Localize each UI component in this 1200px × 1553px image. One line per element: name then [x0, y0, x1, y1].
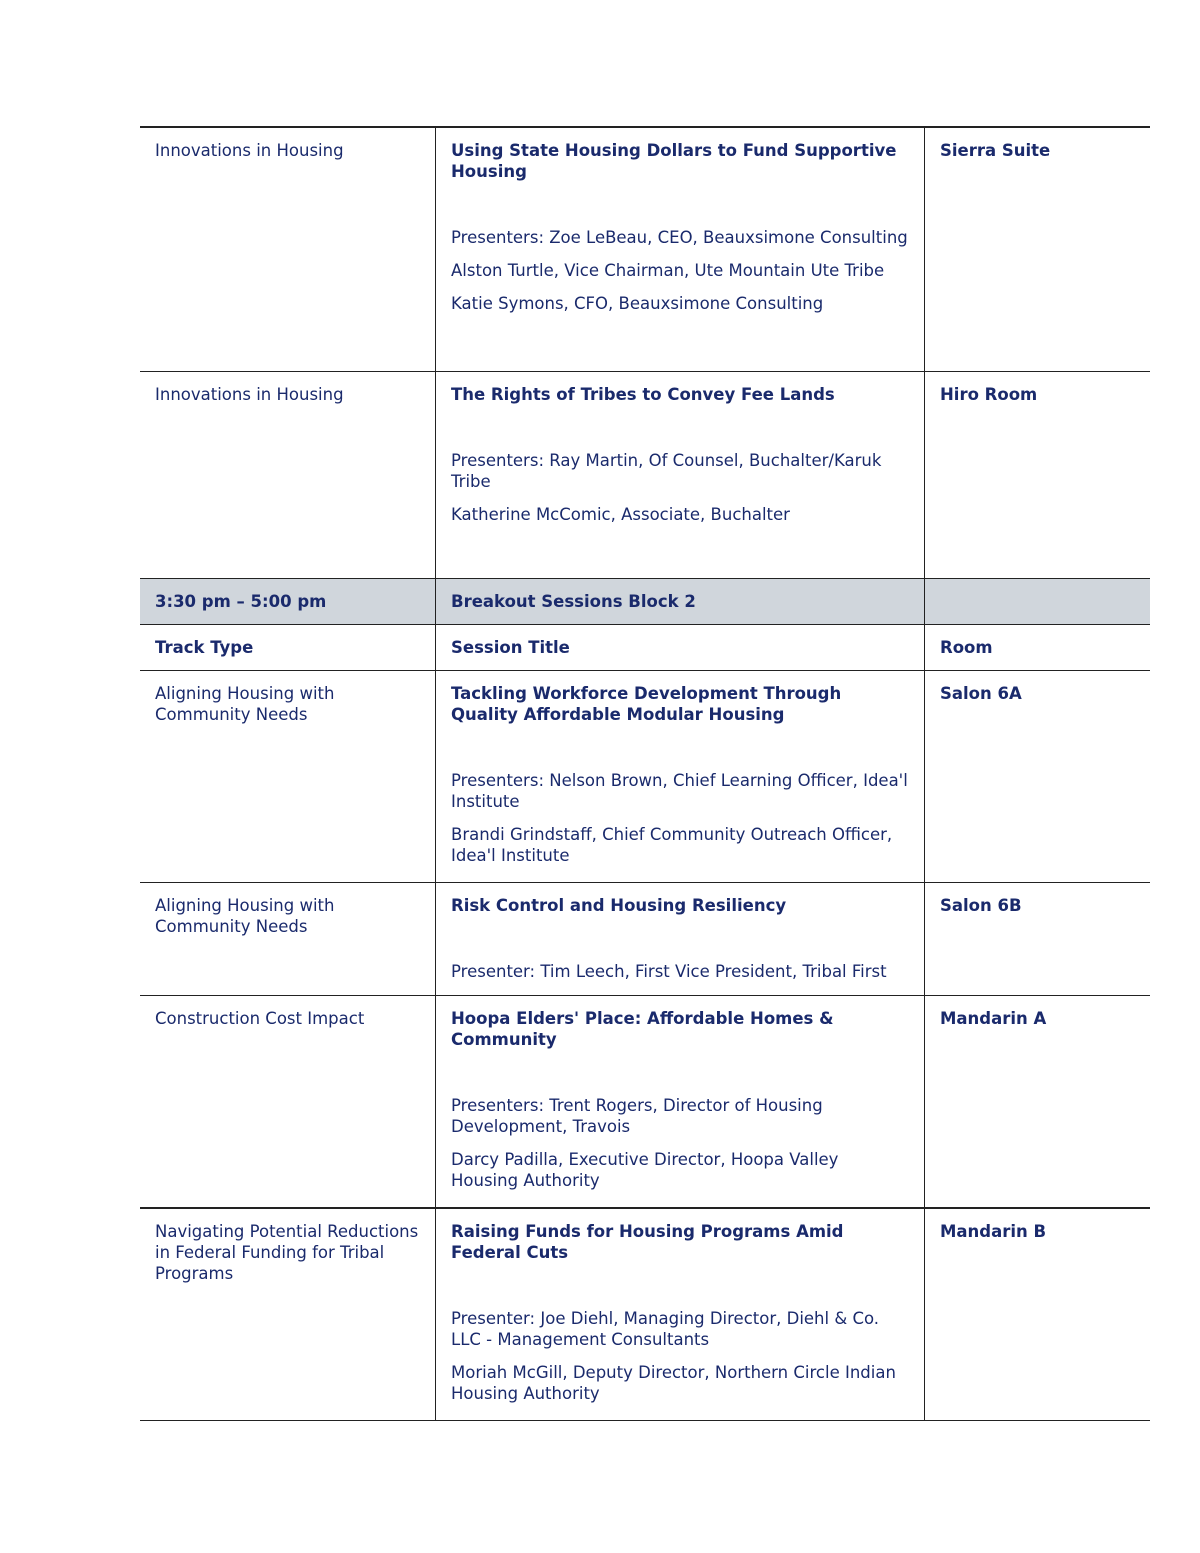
track-type-cell: Construction Cost Impact — [140, 996, 436, 1209]
session-cell — [436, 671, 925, 883]
presenter: Presenters: Nelson Brown, Chief Learning Officer, Idea'l Institute — [451, 771, 908, 811]
room-cell: Mandarin A — [925, 996, 1151, 1209]
presenter: Brandi Grindstaff, Chief Community Outreach Officer, Idea'l Institute — [451, 825, 893, 865]
track-type-cell: Aligning Housing with Community Needs — [140, 883, 436, 996]
session-title: Tackling Workforce Development Through Quality Affordable Modular Housing — [451, 684, 842, 724]
session-cell — [436, 1208, 925, 1421]
presenter: Moriah McGill, Deputy Director, Northern Circle Indian Housing Authority — [451, 1363, 896, 1403]
presenter: Katherine McComic, Associate, Buchalter — [451, 505, 790, 524]
session-cell — [436, 883, 925, 996]
room-cell: Salon 6B — [925, 883, 1151, 996]
presenter: Darcy Padilla, Executive Director, Hoopa Valley Housing Authority — [451, 1150, 839, 1190]
session-row — [140, 883, 1150, 996]
presenter-list — [451, 450, 910, 525]
presenter: Presenters: Ray Martin, Of Counsel, Buchalter/Karuk Tribe — [451, 451, 882, 491]
block-room — [925, 579, 1151, 625]
presenter-list — [451, 961, 910, 982]
presenter: Presenters: Trent Rogers, Director of Housing Development, Travois — [451, 1096, 823, 1136]
track-type-cell: Aligning Housing with Community Needs — [140, 671, 436, 883]
session-row — [140, 996, 1150, 1209]
session-cell — [436, 996, 925, 1209]
room-cell: Hiro Room — [925, 372, 1151, 579]
presenter-list — [451, 1308, 910, 1404]
session-cell — [436, 127, 925, 372]
presenter-list — [451, 1095, 910, 1191]
presenter: Presenter: Joe Diehl, Managing Director, Diehl & Co. LLC - Management Consultants — [451, 1309, 880, 1349]
presenter: Alston Turtle, Vice Chairman, Ute Mountain Ute Tribe — [451, 261, 885, 280]
block-time: 3:30 pm – 5:00 pm — [140, 579, 436, 625]
session-row — [140, 127, 1150, 372]
presenter-list — [451, 770, 910, 866]
session-title: Hoopa Elders' Place: Affordable Homes & Community — [451, 1009, 834, 1049]
block-header-row — [140, 579, 1150, 625]
session-title: The Rights of Tribes to Convey Fee Lands — [451, 385, 835, 404]
session-title: Raising Funds for Housing Programs Amid Federal Cuts — [451, 1222, 844, 1262]
session-row — [140, 671, 1150, 883]
presenter-list — [451, 227, 910, 314]
presenter: Presenter: Tim Leech, First Vice President, Tribal First — [451, 962, 887, 981]
session-row — [140, 1208, 1150, 1421]
session-schedule-table — [140, 126, 1150, 1421]
column-header-row — [140, 625, 1150, 671]
room-cell: Mandarin B — [925, 1208, 1151, 1421]
presenter: Katie Symons, CFO, Beauxsimone Consulting — [451, 294, 824, 313]
room-cell: Salon 6A — [925, 671, 1151, 883]
session-title: Risk Control and Housing Resiliency — [451, 896, 787, 915]
track-type-cell: Innovations in Housing — [140, 127, 436, 372]
block-label: Breakout Sessions Block 2 — [436, 579, 925, 625]
session-title: Using State Housing Dollars to Fund Supportive Housing — [451, 141, 897, 181]
track-type-cell: Navigating Potential Reductions in Federal Funding for Tribal Programs — [140, 1208, 436, 1421]
session-cell — [436, 372, 925, 579]
room-cell: Sierra Suite — [925, 127, 1151, 372]
header-room: Room — [925, 625, 1151, 671]
session-row — [140, 372, 1150, 579]
track-type-cell: Innovations in Housing — [140, 372, 436, 579]
presenter: Presenters: Zoe LeBeau, CEO, Beauxsimone Consulting — [451, 228, 908, 247]
header-session-title: Session Title — [436, 625, 925, 671]
header-track-type: Track Type — [140, 625, 436, 671]
